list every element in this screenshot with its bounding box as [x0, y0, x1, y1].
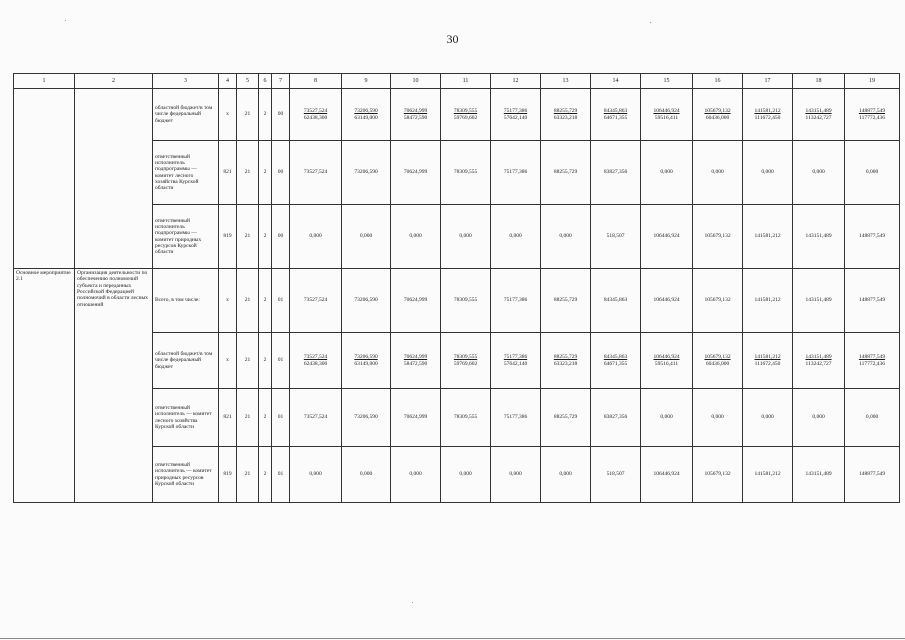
funding-source-cell: ответственный исполнитель — комитет лесного хозяйства Курской области [153, 389, 219, 447]
amount-cell [491, 205, 541, 269]
amount-cell [391, 333, 441, 389]
amount-cell [441, 389, 491, 447]
amount-cell [591, 89, 641, 141]
amount-cell [845, 205, 900, 269]
amount-value: 75177,386 [503, 108, 528, 115]
amount-value: 83827,356 [603, 169, 628, 176]
amount-federal-value: 117772,436 [859, 114, 885, 121]
amount-cell [693, 141, 743, 205]
funding-source-cell: ответственный исполнитель подпрограммы — комитет лесного хозяйства Курской области [153, 141, 219, 205]
amount-federal-value: 113242,727 [805, 360, 832, 367]
amount-cell [743, 205, 793, 269]
code-cell: 819 [219, 447, 237, 503]
header-cell: 17 [743, 74, 793, 89]
amount-value: 75177,386 [503, 169, 528, 176]
code-cell: 2 [259, 269, 272, 333]
header-cell: 4 [219, 74, 237, 89]
amount-federal-value: 60436,000 [705, 360, 730, 367]
amount-value: 148877,549 [858, 471, 886, 478]
code-cell: 2 [259, 205, 272, 269]
measure-description-cell [75, 89, 153, 269]
code-cell: 2 [259, 141, 272, 205]
amount-value: 0,000 [359, 471, 373, 478]
amount-value: 73206,590 [354, 169, 378, 176]
amount-value: 78309,555 [453, 169, 478, 176]
amount-value: 0,000 [660, 414, 673, 421]
amount-value: 0,000 [812, 169, 825, 176]
code-cell: 21 [237, 269, 259, 333]
scan-speck [650, 22, 651, 23]
amount-cell [641, 333, 693, 389]
header-cell: 14 [591, 74, 641, 89]
amount-cell [290, 89, 342, 141]
header-cell: 18 [793, 74, 845, 89]
amount-value: 0,000 [359, 233, 373, 240]
code-cell: 821 [219, 141, 237, 205]
amount-federal-value: 63149,000 [354, 360, 378, 367]
amount-cell [793, 141, 845, 205]
amount-value: 75177,386 [503, 354, 528, 361]
amount-value: 106446,924 [653, 354, 680, 361]
amount-cell [541, 205, 591, 269]
amount-value: 0,000 [459, 233, 472, 240]
amount-value: 0,000 [711, 414, 724, 421]
code-cell: 01 [272, 389, 290, 447]
amount-cell [491, 269, 541, 333]
code-cell: 2 [259, 89, 272, 141]
table-row [14, 89, 900, 141]
header-cell: 6 [259, 74, 272, 89]
amount-cell [641, 447, 693, 503]
amount-federal-value: 58472,590 [403, 114, 428, 121]
amount-cell [641, 269, 693, 333]
amount-cell [541, 389, 591, 447]
amount-value: 88255,729 [553, 108, 578, 115]
amount-cell [743, 89, 793, 141]
header-cell: 3 [153, 74, 219, 89]
amount-cell [693, 389, 743, 447]
amount-cell [693, 205, 743, 269]
amount-federal-value: 59516,411 [654, 360, 679, 367]
amount-cell [541, 89, 591, 141]
amount-cell [641, 89, 693, 141]
amount-cell [793, 447, 845, 503]
code-cell: 819 [219, 205, 237, 269]
amount-federal-value: 60436,000 [705, 114, 730, 121]
amount-value: 148877,549 [858, 297, 886, 304]
header-cell: 10 [391, 74, 441, 89]
amount-cell [290, 447, 342, 503]
amount-cell [693, 447, 743, 503]
code-cell: 00 [272, 141, 290, 205]
header-cell: 2 [75, 74, 153, 89]
amount-value: 73527,524 [303, 354, 328, 361]
amount-value: 88255,729 [553, 297, 578, 304]
code-cell: 01 [272, 269, 290, 333]
amount-value: 73527,524 [303, 414, 328, 421]
amount-cell [845, 447, 900, 503]
amount-federal-value: 59769,602 [453, 360, 478, 367]
amount-federal-value: 64671,355 [603, 360, 628, 367]
amount-federal-value: 57642,140 [503, 114, 528, 121]
funding-source-cell: ответственный исполнитель — комитет природных ресурсов Курской области [153, 447, 219, 503]
amount-cell [342, 333, 391, 389]
amount-value: 141581,212 [754, 354, 781, 361]
amount-value: 106446,924 [653, 108, 680, 115]
amount-cell [743, 269, 793, 333]
amount-cell [290, 333, 342, 389]
amount-cell [491, 333, 541, 389]
amount-federal-value: 117772,436 [859, 360, 885, 367]
amount-value: 84345,863 [603, 354, 628, 361]
amount-value: 88255,729 [553, 169, 578, 176]
amount-value: 105679,132 [704, 233, 731, 240]
amount-value: 73527,524 [303, 297, 328, 304]
amount-federal-value: 63149,000 [354, 114, 378, 121]
amount-value: 73206,590 [354, 414, 378, 421]
amount-value: 78309,555 [453, 108, 478, 115]
page-bottom-edge [0, 638, 905, 639]
amount-value: 0,000 [509, 233, 522, 240]
amount-cell [541, 141, 591, 205]
amount-cell [845, 89, 900, 141]
amount-cell [491, 89, 541, 141]
amount-value: 106446,924 [653, 233, 680, 240]
amount-value: 0,000 [309, 471, 322, 478]
amount-federal-value: 64671,355 [603, 114, 628, 121]
amount-cell [342, 269, 391, 333]
amount-cell [591, 141, 641, 205]
header-cell: 19 [845, 74, 900, 89]
amount-value: 78309,555 [453, 297, 478, 304]
amount-value: 78309,555 [453, 414, 478, 421]
code-cell: х [219, 269, 237, 333]
amount-cell [743, 389, 793, 447]
amount-value: 141581,212 [754, 471, 781, 478]
amount-value: 0,000 [459, 471, 472, 478]
measure-name-cell: Основное мероприятие 2.1 [14, 269, 75, 503]
code-cell: 00 [272, 89, 290, 141]
code-cell: 21 [237, 89, 259, 141]
header-cell: 8 [290, 74, 342, 89]
amount-federal-value: 58472,590 [403, 360, 428, 367]
amount-cell [441, 447, 491, 503]
code-cell: 21 [237, 141, 259, 205]
amount-cell [342, 205, 391, 269]
amount-value: 143151,489 [805, 108, 832, 115]
amount-value: 0,000 [309, 233, 322, 240]
amount-value: 106446,924 [653, 297, 680, 304]
amount-value: 70624,999 [403, 354, 428, 361]
amount-value: 143151,489 [805, 471, 832, 478]
amount-cell [290, 141, 342, 205]
amount-cell [641, 389, 693, 447]
amount-federal-value: 59516,411 [654, 114, 679, 121]
amount-cell [641, 141, 693, 205]
amount-value: 105679,132 [704, 108, 731, 115]
amount-value: 143151,489 [805, 354, 832, 361]
amount-value: 105679,132 [704, 297, 731, 304]
amount-value: 0,000 [409, 471, 422, 478]
amount-value: 73206,590 [354, 297, 378, 304]
amount-value: 0,000 [509, 471, 522, 478]
amount-value: 0,000 [865, 169, 879, 176]
amount-cell [591, 389, 641, 447]
header-cell: 1 [14, 74, 75, 89]
amount-cell [541, 269, 591, 333]
amount-value: 141581,212 [754, 297, 781, 304]
amount-cell [441, 205, 491, 269]
header-cell: 7 [272, 74, 290, 89]
amount-value: 0,000 [409, 233, 422, 240]
amount-cell [391, 205, 441, 269]
amount-cell [793, 89, 845, 141]
amount-cell [641, 205, 693, 269]
code-cell: 21 [237, 447, 259, 503]
amount-value: 84345,863 [603, 297, 628, 304]
amount-cell [541, 333, 591, 389]
amount-cell [441, 141, 491, 205]
header-cell: 13 [541, 74, 591, 89]
amount-cell [491, 141, 541, 205]
amount-value: 0,000 [812, 414, 825, 421]
amount-cell [342, 389, 391, 447]
header-row [14, 74, 900, 89]
amount-cell [743, 333, 793, 389]
code-cell: 21 [237, 389, 259, 447]
header-cell: 12 [491, 74, 541, 89]
amount-value: 70624,999 [403, 297, 428, 304]
header-cell: 16 [693, 74, 743, 89]
amount-cell [290, 269, 342, 333]
measure-description-cell: Организация деятельности по обеспечению полномочий субъекта и переданных Российской Федерацией полномочий в области лесных отношений [75, 269, 153, 503]
amount-cell [793, 389, 845, 447]
amount-value: 148877,549 [858, 233, 886, 240]
code-cell: 01 [272, 333, 290, 389]
amount-federal-value: 62438,300 [303, 360, 328, 367]
amount-value: 0,000 [559, 233, 572, 240]
code-cell: 00 [272, 205, 290, 269]
amount-value: 106446,924 [653, 471, 680, 478]
amount-cell [342, 89, 391, 141]
amount-cell [845, 333, 900, 389]
amount-cell [441, 333, 491, 389]
amount-value: 141581,212 [754, 233, 781, 240]
amount-cell [743, 141, 793, 205]
amount-cell [391, 447, 441, 503]
amount-value: 88255,729 [553, 414, 578, 421]
amount-cell [441, 269, 491, 333]
amount-federal-value: 63323,218 [553, 114, 578, 121]
amount-federal-value: 111672,450 [754, 114, 781, 121]
code-cell: 21 [237, 333, 259, 389]
amount-federal-value: 113242,727 [805, 114, 832, 121]
amount-value: 518,507 [606, 471, 625, 478]
code-cell: 21 [237, 205, 259, 269]
code-cell: 01 [272, 447, 290, 503]
amount-cell [391, 269, 441, 333]
amount-federal-value: 57642,140 [503, 360, 528, 367]
budget-table [13, 73, 900, 503]
amount-federal-value: 59769,602 [453, 114, 478, 121]
amount-cell [693, 269, 743, 333]
amount-value: 73527,524 [303, 169, 328, 176]
code-cell: 2 [259, 389, 272, 447]
amount-cell [391, 89, 441, 141]
amount-cell [342, 447, 391, 503]
amount-value: 0,000 [761, 169, 774, 176]
header-cell: 5 [237, 74, 259, 89]
code-cell: 821 [219, 389, 237, 447]
funding-source-cell: областной бюджет/в том числе федеральный бюджет [153, 89, 219, 141]
amount-cell [591, 205, 641, 269]
code-cell: х [219, 89, 237, 141]
measure-name-cell [14, 89, 75, 269]
amount-cell [290, 389, 342, 447]
amount-value: 70624,999 [403, 169, 428, 176]
amount-value: 73206,590 [354, 108, 378, 115]
amount-cell [441, 89, 491, 141]
funding-source-cell: ответственный исполнитель подпрограммы — комитет природных ресурсов Курской области [153, 205, 219, 269]
amount-cell [693, 333, 743, 389]
table-body [14, 89, 900, 503]
amount-cell [793, 333, 845, 389]
code-cell: 2 [259, 333, 272, 389]
amount-cell [793, 269, 845, 333]
amount-value: 0,000 [865, 414, 879, 421]
amount-cell [391, 389, 441, 447]
amount-cell [391, 141, 441, 205]
amount-cell [591, 447, 641, 503]
amount-value: 70624,999 [403, 108, 428, 115]
amount-value: 0,000 [711, 169, 724, 176]
amount-value: 88255,729 [553, 354, 578, 361]
amount-value: 143151,489 [805, 297, 832, 304]
amount-value: 75177,386 [503, 297, 528, 304]
amount-value: 105679,132 [704, 471, 731, 478]
amount-cell [845, 269, 900, 333]
amount-value: 0,000 [660, 169, 673, 176]
amount-value: 0,000 [761, 414, 774, 421]
amount-cell [693, 89, 743, 141]
funding-source-cell: областной бюджет/в том числе федеральный бюджет [153, 333, 219, 389]
amount-cell [591, 333, 641, 389]
amount-value: 70624,999 [403, 414, 428, 421]
amount-cell [591, 269, 641, 333]
amount-cell [342, 141, 391, 205]
amount-value: 83827,356 [603, 414, 628, 421]
amount-value: 141581,212 [754, 108, 781, 115]
header-cell: 11 [441, 74, 491, 89]
amount-value: 0,000 [559, 471, 572, 478]
amount-value: 78309,555 [453, 354, 478, 361]
amount-value: 105679,132 [704, 354, 731, 361]
header-cell: 9 [342, 74, 391, 89]
amount-value: 143151,489 [805, 233, 832, 240]
amount-cell [290, 205, 342, 269]
amount-cell [491, 389, 541, 447]
amount-value: 84345,863 [603, 108, 628, 115]
amount-value: 148877,549 [858, 108, 886, 115]
header-cell: 15 [641, 74, 693, 89]
amount-value: 75177,386 [503, 414, 528, 421]
amount-value: 73527,524 [303, 108, 328, 115]
page-number: 30 [446, 32, 459, 46]
amount-federal-value: 62438,300 [303, 114, 328, 121]
amount-cell [845, 141, 900, 205]
amount-federal-value: 63323,218 [553, 360, 578, 367]
funding-source-cell: Всего, в том числе: [153, 269, 219, 333]
amount-cell [541, 447, 591, 503]
scan-speck [65, 20, 66, 21]
amount-cell [793, 205, 845, 269]
amount-cell [845, 389, 900, 447]
amount-value: 73206,590 [354, 354, 378, 361]
table-row [14, 269, 900, 333]
amount-federal-value: 111672,450 [754, 360, 781, 367]
amount-value: 148877,549 [858, 354, 886, 361]
code-cell: х [219, 333, 237, 389]
scan-speck [412, 602, 413, 603]
code-cell: 2 [259, 447, 272, 503]
amount-value: 518,507 [606, 233, 625, 240]
amount-cell [491, 447, 541, 503]
amount-cell [743, 447, 793, 503]
